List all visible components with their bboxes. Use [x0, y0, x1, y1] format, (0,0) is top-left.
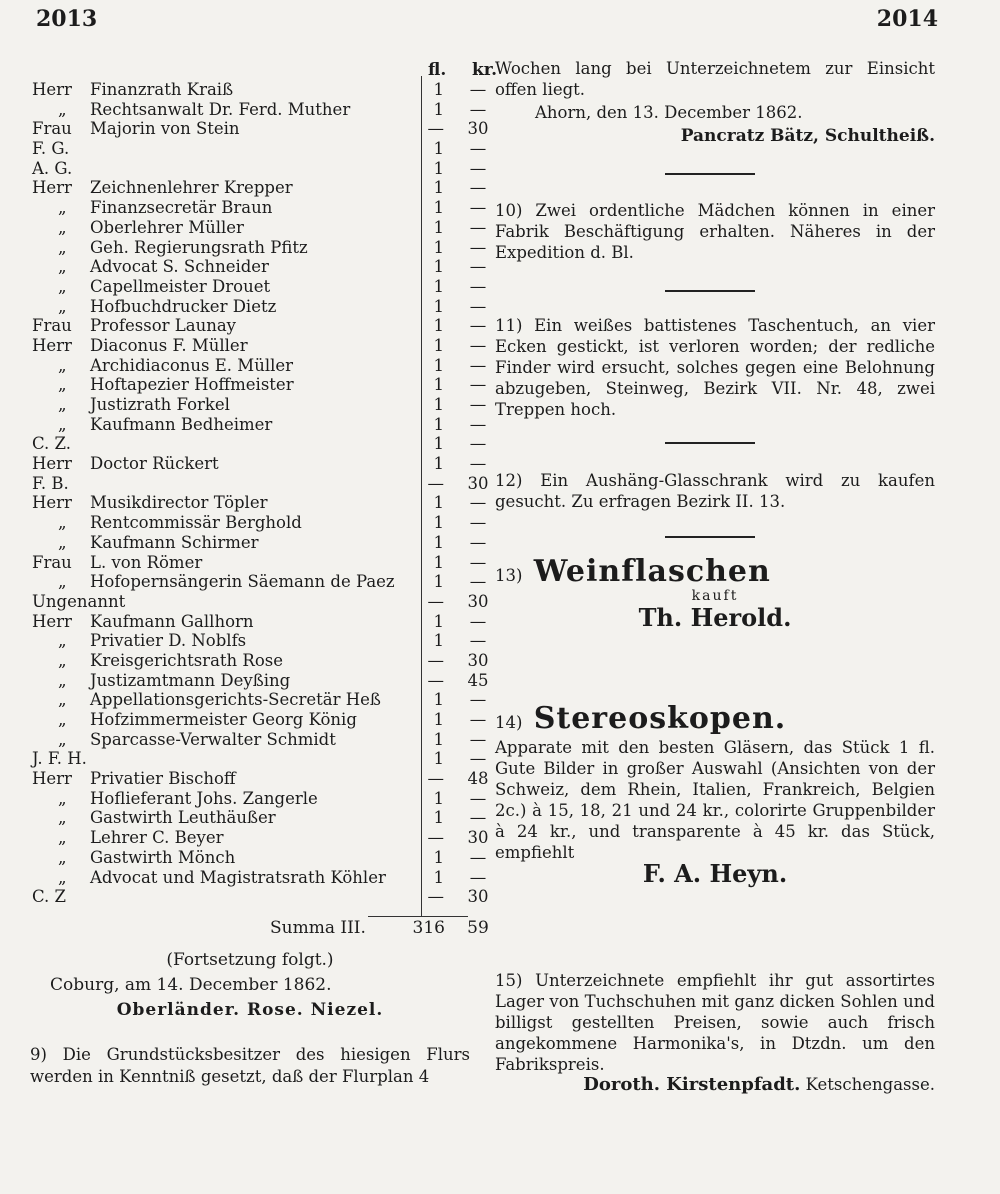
row-kr: — [469, 414, 487, 434]
row-fl: — [427, 119, 444, 139]
row-fl: 1 [433, 237, 444, 257]
row-kr: — [469, 434, 487, 454]
row-fl: — [427, 670, 444, 690]
row-fl: 1 [433, 788, 444, 808]
row-fl: 1 [433, 493, 444, 513]
list-row [30, 139, 487, 159]
row-fl: 1 [433, 276, 444, 296]
notice-15: 15) Unterzeichnete empfiehlt ihr gut assortirtes Lager von Tuchschuhen mit ganz dicken Sohlen und billigst gestellten Preisen, sowie auch frisch angekommene Harmonika's, in Dtzdn. um den Fabrikspreis. [495, 971, 935, 1074]
summa-row [30, 918, 489, 940]
list-row [30, 276, 487, 297]
row-name: Hofzimmermeister Georg König [90, 710, 357, 729]
notice-12: 12) Ein Aushäng-Glasschrank wird zu kaufen gesucht. Zu erfragen Bezirk II. 13. [495, 471, 935, 511]
ditto-mark: „ [58, 257, 67, 277]
ditto-mark: „ [58, 375, 67, 395]
list-row [30, 237, 487, 258]
list-row [30, 572, 487, 592]
row-fl: — [427, 769, 444, 789]
row-name: Finanzsecretär Braun [90, 198, 273, 218]
row-fl: 1 [433, 158, 444, 178]
ditto-mark: „ [58, 729, 67, 749]
ditto-mark: „ [58, 513, 67, 533]
row-kr: — [469, 99, 487, 119]
row-fl: 1 [433, 257, 444, 277]
row-name: Advocat S. Schneider [90, 257, 269, 277]
ditto-mark: „ [58, 217, 67, 237]
row-fl: 1 [433, 847, 444, 867]
ditto-mark: „ [58, 690, 67, 710]
summa-label: Summa III. [270, 918, 366, 938]
notice-13-verb: kauft [691, 588, 739, 604]
row-kr: — [469, 631, 487, 651]
notice-10: 10) Zwei ordentliche Mädchen können in einer Fabrik Beschäftigung erhalten. Näheres in der Expedition d. Bl. [495, 201, 935, 262]
summa-fl: 316 [412, 918, 445, 938]
row-name: Lehrer C. Beyer [90, 828, 224, 848]
notice-14 [495, 701, 935, 888]
row-kr: — [469, 808, 487, 828]
row-kr: 30 [467, 828, 489, 848]
row-kr: — [469, 867, 487, 887]
row-fl: 1 [433, 611, 444, 631]
notice-13-headline: Weinflaschen [533, 554, 771, 589]
list-row [30, 119, 489, 139]
row-title: Frau [32, 119, 72, 139]
notice-11: 11) Ein weißes battistenes Taschentuch, an vier Ecken gestickt, ist verloren worden; der redliche Finder wird ersucht, solches gegen eine Belohnung abzugeben, Steinweg, Bezirk VII. Nr. 48, zwei Treppen hoch. [495, 316, 935, 419]
row-title: Herr [32, 769, 72, 789]
row-fl: 1 [433, 434, 444, 454]
row-fl: 1 [433, 808, 444, 828]
row-kr: — [469, 257, 487, 277]
row-kr: — [469, 454, 487, 474]
row-name: Gastwirth Leuthäußer [90, 808, 276, 828]
list-row [30, 355, 487, 376]
row-fl: 1 [433, 355, 444, 375]
row-kr: 48 [467, 769, 489, 789]
list-row [30, 178, 487, 198]
row-name: Archidiaconus E. Müller [90, 355, 294, 375]
row-name: F. B. [32, 473, 69, 493]
row-kr: — [469, 237, 487, 257]
list-row [30, 670, 489, 691]
row-title: Herr [32, 335, 72, 355]
list-row [30, 552, 487, 573]
row-name: Kaufmann Gallhorn [90, 611, 254, 631]
ditto-mark: „ [58, 788, 67, 808]
list-row [30, 513, 487, 533]
continuation-note: (Fortsetzung folgt.) [166, 950, 334, 970]
row-name: Kaufmann Bedheimer [90, 414, 273, 434]
row-kr: — [469, 552, 487, 572]
row-fl: — [427, 650, 444, 670]
row-name: A. G. [32, 158, 73, 178]
row-name: Professor Launay [90, 316, 237, 336]
row-name: Rentcommissär Berghold [90, 513, 302, 533]
row-kr: — [469, 355, 487, 375]
row-name: C. Z. [32, 434, 71, 454]
row-kr: — [469, 80, 487, 99]
list-row [30, 828, 489, 848]
notice-15-signature [495, 1074, 935, 1095]
separator [665, 173, 755, 175]
row-fl: 1 [433, 198, 444, 218]
row-fl: 1 [433, 572, 444, 592]
row-name: Diaconus F. Müller [90, 335, 248, 355]
row-kr: 45 [467, 670, 489, 690]
row-name: Justizrath Forkel [90, 395, 230, 414]
list-row [30, 591, 489, 612]
row-name: Majorin von Stein [90, 119, 240, 139]
row-kr: — [469, 217, 487, 237]
row-kr: — [469, 710, 487, 729]
row-fl: 1 [433, 513, 444, 533]
row-kr: — [469, 139, 487, 159]
ditto-mark: „ [58, 847, 67, 867]
list-row [30, 198, 487, 218]
donation-list [30, 58, 498, 907]
row-title: Herr [32, 611, 72, 631]
row-fl: 1 [433, 178, 444, 198]
ditto-mark: „ [58, 828, 67, 848]
row-fl: — [427, 591, 444, 611]
row-kr: — [469, 847, 487, 867]
row-kr: — [469, 316, 487, 336]
row-kr: — [469, 493, 487, 513]
row-fl: 1 [433, 414, 444, 434]
row-fl: — [427, 828, 444, 848]
row-name: Gastwirth Mönch [90, 847, 236, 867]
row-name: Privatier D. Noblfs [90, 631, 247, 651]
ditto-mark: „ [58, 395, 67, 414]
row-name: Privatier Bischoff [90, 769, 236, 789]
list-row [30, 80, 487, 100]
list-row [30, 99, 487, 120]
list-row [30, 296, 487, 317]
row-kr: 30 [467, 650, 489, 670]
row-fl: 1 [433, 296, 444, 316]
list-row [30, 434, 487, 454]
notice-14-signer: F. A. Heyn. [642, 859, 788, 888]
list-rows [30, 80, 489, 907]
row-name: F. G. [32, 139, 70, 159]
row-kr: 30 [467, 887, 489, 907]
notice-15-signer: Doroth. Kirstenpfadt. [583, 1074, 801, 1095]
row-kr: — [469, 749, 487, 769]
header-fl: fl. [428, 60, 447, 80]
row-name: Appellationsgerichts-Secretär Heß [90, 690, 381, 710]
row-fl: 1 [433, 335, 444, 355]
list-row [30, 887, 489, 907]
list-row [30, 375, 487, 395]
list-row [30, 335, 487, 356]
notice-9: 9) Die Grundstücksbesitzer des hiesigen Flurs werden in Kenntniß gesetzt, daß der Flurplan 4 [30, 1045, 470, 1086]
list-row [30, 493, 487, 513]
row-title: Herr [32, 493, 72, 513]
row-fl: 1 [433, 749, 444, 769]
notice-14-number: 14) [495, 713, 523, 732]
row-fl: 1 [433, 867, 444, 887]
row-fl: 1 [433, 631, 444, 651]
list-row [30, 710, 487, 730]
row-name: C. Z [32, 887, 66, 907]
notice-9-continued: Wochen lang bei Unterzeichnetem zur Einsicht offen liegt. [495, 59, 935, 99]
row-kr: — [469, 572, 487, 592]
list-row [30, 158, 487, 179]
row-title: Frau [32, 552, 72, 572]
row-name: Geh. Regierungsrath Pfitz [90, 237, 308, 257]
row-kr: — [469, 788, 487, 808]
signers: Oberländer. Rose. Niezel. [116, 1000, 384, 1020]
row-kr: — [469, 395, 487, 414]
list-row [30, 395, 487, 415]
row-fl: 1 [433, 316, 444, 336]
row-name: Zeichnenlehrer Krepper [90, 178, 293, 198]
list-row [30, 769, 489, 789]
row-title: Frau [32, 316, 72, 336]
row-kr: — [469, 158, 487, 178]
notice-15-place: Ketschengasse. [805, 1075, 935, 1094]
place-date: Coburg, am 14. December 1862. [50, 975, 332, 995]
page-number-right: 2014 [876, 6, 938, 32]
notice-9-signer: Pancratz Bätz, Schultheiß. [680, 126, 935, 146]
row-fl: 1 [433, 710, 444, 729]
row-fl: 1 [433, 139, 444, 159]
ditto-mark: „ [58, 808, 67, 828]
row-fl: 1 [433, 395, 444, 414]
row-name: Kreisgerichtsrath Rose [90, 650, 283, 670]
row-name: J. F. H. [32, 749, 87, 769]
row-name: Hoflieferant Johs. Zangerle [90, 788, 318, 808]
row-kr: — [469, 276, 487, 296]
row-name: Rechtsanwalt Dr. Ferd. Muther [90, 99, 351, 119]
ditto-mark: „ [58, 99, 67, 119]
notice-13-number: 13) [495, 566, 523, 585]
summa-rule [368, 916, 468, 917]
ditto-mark: „ [58, 237, 67, 257]
row-name: Hofopernsängerin Säemann de Paez [90, 572, 395, 592]
row-name: Musikdirector Töpler [90, 493, 268, 513]
list-row [30, 217, 487, 238]
row-name: Capellmeister Drouet [90, 276, 271, 296]
ditto-mark: „ [58, 650, 67, 670]
ditto-mark: „ [58, 296, 67, 316]
ditto-mark: „ [58, 532, 67, 552]
list-row [30, 788, 487, 809]
row-name: Hofbuchdrucker Dietz [90, 296, 277, 316]
ditto-mark: „ [58, 867, 67, 887]
list-row [30, 749, 487, 769]
ditto-mark: „ [58, 355, 67, 375]
row-fl: 1 [433, 532, 444, 552]
row-fl: 1 [433, 217, 444, 237]
separator [665, 290, 755, 292]
row-kr: 30 [467, 473, 489, 493]
row-name: Ungenannt [32, 591, 126, 611]
ditto-mark: „ [58, 670, 67, 690]
list-row [30, 729, 487, 750]
list-row [30, 650, 489, 671]
row-name: Justizamtmann Deyßing [90, 670, 291, 690]
list-row [30, 473, 489, 494]
row-name: Finanzrath Kraiß [90, 80, 234, 99]
row-fl: 1 [433, 690, 444, 710]
row-name: Doctor Rückert [90, 454, 219, 474]
ditto-mark: „ [58, 572, 67, 592]
row-kr: — [469, 375, 487, 395]
row-kr: — [469, 335, 487, 355]
row-name: L. von Römer [90, 552, 203, 572]
row-name: Advocat und Magistratsrath Köhler [90, 867, 386, 887]
row-title: Herr [32, 80, 72, 99]
separator [665, 536, 755, 538]
row-kr: — [469, 513, 487, 533]
separator [665, 442, 755, 444]
row-kr: — [469, 611, 487, 631]
row-kr: — [469, 690, 487, 710]
ditto-mark: „ [58, 198, 67, 218]
row-title: Herr [32, 178, 72, 198]
notice-13-name: Th. Herold. [638, 603, 792, 632]
notice-13 [495, 554, 935, 632]
list-row [30, 690, 487, 710]
ditto-mark: „ [58, 414, 67, 434]
row-fl: 1 [433, 80, 444, 99]
row-kr: — [469, 729, 487, 749]
list-row [30, 867, 487, 888]
list-row [30, 257, 487, 277]
ditto-mark: „ [58, 710, 67, 729]
list-row [30, 532, 487, 553]
list-row [30, 631, 487, 651]
row-fl: — [427, 473, 444, 493]
row-kr: — [469, 296, 487, 316]
row-kr: 30 [467, 119, 489, 139]
row-kr: — [469, 198, 487, 218]
list-row [30, 847, 487, 868]
notice-9-place: Ahorn, den 13. December 1862. [535, 103, 803, 122]
row-fl: — [427, 887, 444, 907]
row-name: Sparcasse-Verwalter Schmidt [90, 729, 336, 749]
row-name: Kaufmann Schirmer [90, 532, 259, 552]
row-kr: — [469, 532, 487, 552]
row-fl: 1 [433, 454, 444, 474]
list-row [30, 316, 487, 336]
list-row [30, 611, 487, 632]
row-kr: — [469, 178, 487, 198]
list-header [30, 58, 498, 80]
list-row [30, 454, 487, 474]
row-title: Herr [32, 454, 72, 474]
list-row [30, 414, 487, 435]
notice-14-body: Apparate mit den besten Gläsern, das Stück 1 fl. Gute Bilder in großer Auswahl (Ansichten von der Schweiz, dem Rhein, Italien, Frankreich, Belgien 2c.) à 15, 18, 21 und 24 kr., colorirte Gruppenbilder à 24 kr., und transparente à 45 kr. das Stück, empfiehlt [495, 738, 935, 862]
row-fl: 1 [433, 99, 444, 119]
notice-14-headline: Stereoskopen. [533, 701, 787, 736]
row-fl: 1 [433, 729, 444, 749]
row-name: Oberlehrer Müller [90, 217, 244, 237]
summa-kr: 59 [467, 918, 489, 938]
row-fl: 1 [433, 375, 444, 395]
page-number-left: 2013 [36, 6, 98, 32]
header-kr: kr. [472, 60, 498, 80]
list-row [30, 808, 487, 828]
row-kr: 30 [467, 591, 489, 611]
row-name: Hoftapezier Hoffmeister [90, 375, 294, 395]
row-fl: 1 [433, 552, 444, 572]
ditto-mark: „ [58, 631, 67, 651]
ditto-mark: „ [58, 276, 67, 296]
